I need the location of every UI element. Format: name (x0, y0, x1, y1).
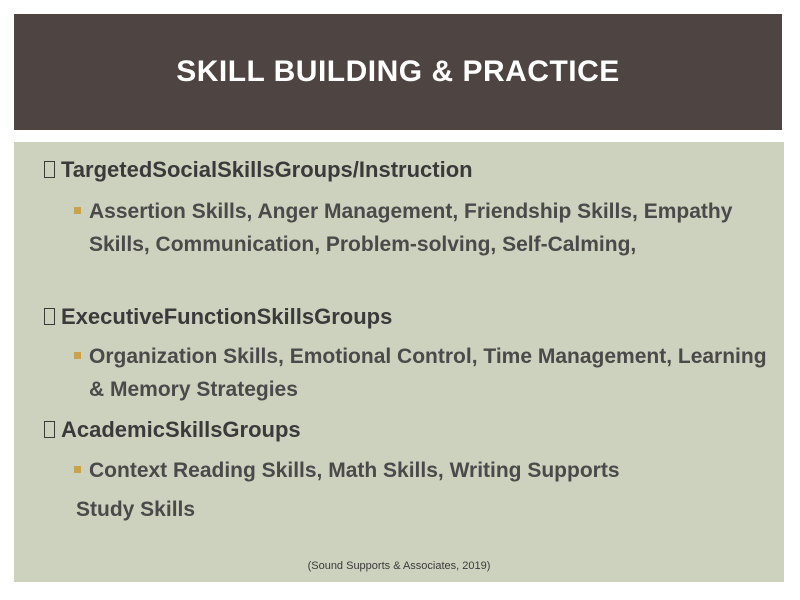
bullet-item-executive-function (74, 340, 774, 406)
content-panel (14, 142, 784, 582)
square-bullet-icon (74, 207, 81, 214)
bullet-glyph-icon (44, 421, 55, 438)
section-heading-academic (44, 417, 301, 443)
bullet-text: Assertion Skills, Anger Management, Friendship Skills, Empathy Skills, Communication, Problem-solving, Self-Calming, (89, 200, 733, 256)
section-heading-text: TargetedSocialSkillsGroups/Instruction (61, 157, 473, 182)
square-bullet-icon (74, 466, 81, 473)
section-heading-text: ExecutiveFunctionSkillsGroups (61, 304, 393, 329)
bullet-text: Organization Skills, Emotional Control, Time Management, Learning & Memory Strategies (89, 345, 767, 401)
title-bar (14, 14, 782, 130)
section-heading-text: AcademicSkillsGroups (61, 417, 301, 442)
bullet-item-academic (74, 454, 774, 487)
bullet-glyph-icon (44, 161, 55, 178)
bullet-continuation: Study Skills (76, 498, 196, 521)
square-bullet-icon (74, 352, 81, 359)
section-heading-social-skills (44, 157, 473, 183)
bullet-item-social-skills (74, 195, 774, 261)
section-heading-executive-function (44, 304, 392, 330)
bullet-glyph-icon (44, 308, 55, 325)
citation: (Sound Supports & Associates, 2019) (307, 560, 491, 572)
bullet-text: Context Reading Skills, Math Skills, Writing Supports (89, 459, 620, 482)
slide-title: SKILL BUILDING & PRACTICE (176, 55, 620, 88)
